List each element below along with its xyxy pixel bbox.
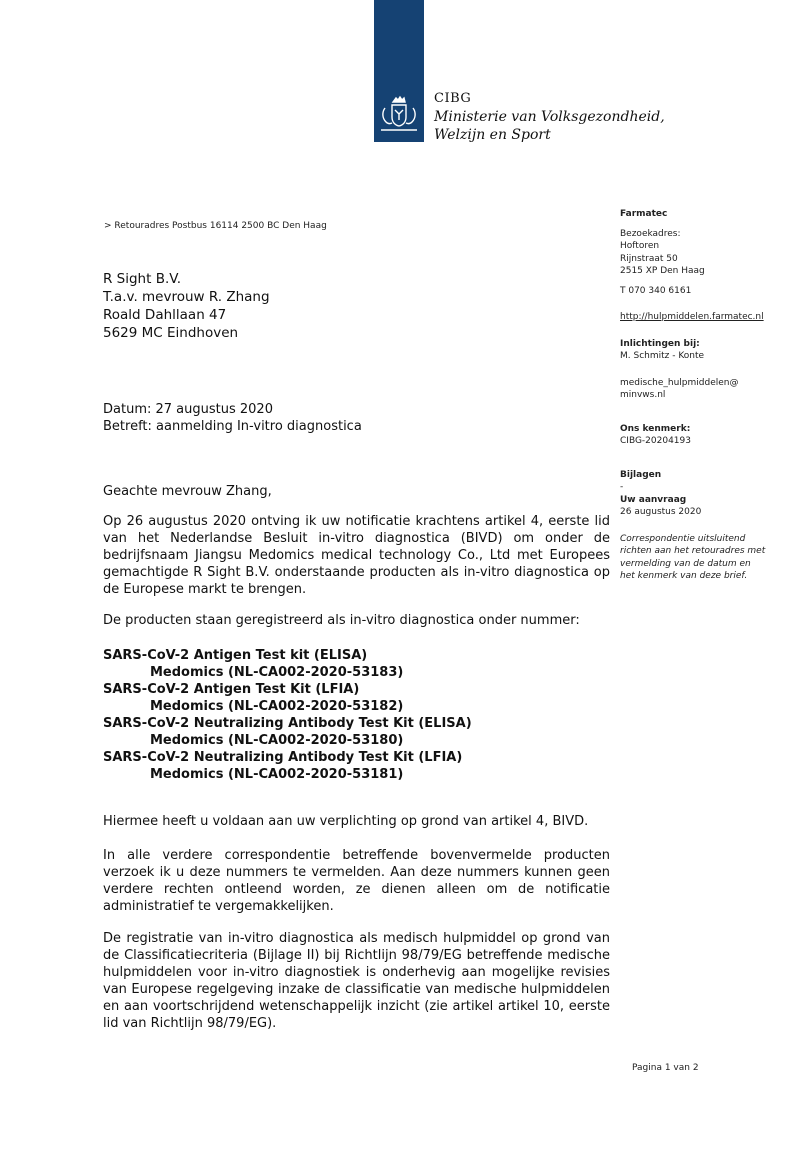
- product-list: [103, 647, 472, 783]
- recipient-line: R Sight B.V.: [103, 271, 182, 287]
- reference-value: CIBG-20204193: [620, 436, 691, 446]
- recipient-line: Roald Dahllaan 47: [103, 307, 227, 323]
- visit-label: Bezoekadres:: [620, 228, 681, 239]
- body-paragraph: De producten staan geregistreerd als in-vitro diagnostica onder nummer:: [103, 613, 580, 628]
- ministry-line-2: Welzijn en Sport: [434, 127, 551, 143]
- product-code: Medomics (NL-CA002-2020-53183): [150, 665, 404, 680]
- email-line: minvws.nl: [620, 390, 666, 400]
- coat-of-arms-icon: [377, 92, 421, 136]
- correspondence-note: Correspondentie uitsluitend: [620, 533, 746, 544]
- product-code: Medomics (NL-CA002-2020-53181): [150, 767, 404, 782]
- reference-label: Ons kenmerk:: [620, 423, 691, 434]
- info-name: M. Schmitz - Konte: [620, 351, 705, 361]
- correspondence-note: vermelding van de datum en: [620, 558, 751, 569]
- body-paragraph: Op 26 augustus 2020 ontving ik uw notificatie krachtens artikel 4, eerste lid van het Nederlandse Besluit in-vitro diagnostica (BIVD) om onder de bedrijfsnaam Jiangsu Medomics medical technology Co., Ltd met Europees gemachtigde R Sight B.V. onderstaande producten als in-vitro diagnostica op de Europese markt te brengen.: [103, 514, 610, 597]
- phone-number: T 070 340 6161: [620, 285, 692, 296]
- product-code: Medomics (NL-CA002-2020-53180): [150, 733, 404, 748]
- recipient-address: [103, 270, 270, 342]
- product-name: SARS-CoV-2 Antigen Test kit (ELISA): [103, 648, 368, 663]
- product-name: SARS-CoV-2 Neutralizing Antibody Test Kit (LFIA): [103, 750, 463, 765]
- website-link[interactable]: http://hulpmiddelen.farmatec.nl: [620, 312, 764, 322]
- product-code: Medomics (NL-CA002-2020-53182): [150, 699, 404, 714]
- recipient-line: 5629 MC Eindhoven: [103, 325, 239, 341]
- request-value: 26 augustus 2020: [620, 507, 702, 517]
- logo-wordmark: [434, 90, 665, 144]
- letter-date: Datum: 27 augustus 2020: [103, 402, 273, 417]
- visit-line: Rijnstraat 50: [620, 253, 678, 264]
- return-address: > Retouradres Postbus 16114 2500 BC Den Haag: [104, 221, 327, 231]
- product-name: SARS-CoV-2 Neutralizing Antibody Test Kit (ELISA): [103, 716, 472, 731]
- page-number: Pagina 1 van 2: [632, 1063, 699, 1073]
- email-line: medische_hulpmiddelen@: [620, 377, 739, 388]
- visit-line: Hoftoren: [620, 241, 660, 251]
- body-paragraph: De registratie van in-vitro diagnostica als medisch hulpmiddel op grond van de Classificatiecriteria (Bijlage II) bij Richtlijn 98/79/EG betreffende medische hulpmiddelen voor in-vitro diagnostiek is onderhevig aan mogelijke revisies van Europese regelgeving inzake de classificatie van medische hulpmiddelen en aan voortschrijdend wetenschappelijk inzicht (zie artikel artikel 10, eerste lid van Richtlijn 98/79/EG).: [103, 931, 610, 1031]
- letter-subject: Betreft: aanmelding In-vitro diagnostica: [103, 419, 362, 434]
- correspondence-note: het kenmerk van deze brief.: [620, 571, 748, 581]
- attachments-value: -: [620, 482, 624, 492]
- attachments-label: Bijlagen: [620, 469, 662, 480]
- sidebar-contact: [620, 208, 790, 583]
- visit-line: 2515 XP Den Haag: [620, 266, 705, 276]
- sidebar-org: Farmatec: [620, 209, 668, 219]
- salutation: Geachte mevrouw Zhang,: [103, 484, 272, 499]
- body-paragraph: In alle verdere correspondentie betreffende bovenvermelde producten verzoek ik u deze nummers te vermelden. Aan deze nummers kunnen geen verdere rechten ontleend worden, ze dienen alleen om de notificatie administratief te vergemakkelijken.: [103, 848, 610, 914]
- letter-meta: [103, 401, 362, 435]
- org-name: CIBG: [434, 91, 472, 106]
- product-name: SARS-CoV-2 Antigen Test Kit (LFIA): [103, 682, 360, 697]
- recipient-line: T.a.v. mevrouw R. Zhang: [103, 289, 270, 305]
- info-label: Inlichtingen bij:: [620, 338, 700, 349]
- body-paragraph: Hiermee heeft u voldaan aan uw verplichting op grond van artikel 4, BIVD.: [103, 814, 589, 829]
- request-label: Uw aanvraag: [620, 494, 687, 505]
- correspondence-note: richten aan het retouradres met: [620, 546, 766, 556]
- ministry-line-1: Ministerie van Volksgezondheid,: [434, 109, 665, 125]
